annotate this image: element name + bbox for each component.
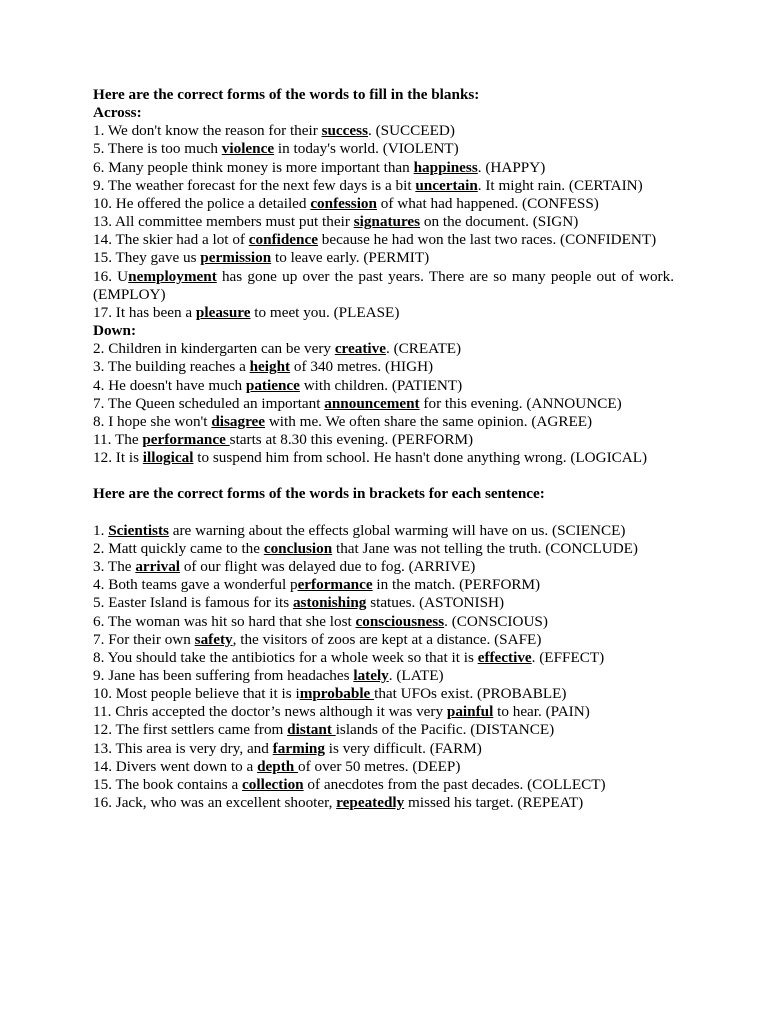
line-text: that Jane was not telling the truth. (CONCLUDE) (332, 539, 638, 557)
answer-word: signatures (353, 213, 421, 231)
line-text: 12. The first settlers came from (93, 721, 288, 739)
answer-word: uncertain (415, 176, 478, 194)
line-text: . (HAPPY) (477, 158, 546, 176)
line-text: for this evening. (ANNOUNCE) (419, 394, 622, 412)
line-text: in the match. (PERFORM) (372, 576, 541, 594)
line-text: 6. The woman was hit so hard that she lost (93, 612, 356, 630)
answer-word: erformance (297, 576, 373, 594)
answer-line (93, 413, 674, 431)
answer-line (93, 776, 674, 794)
line-text: 1. (93, 521, 109, 539)
line-text: 5. There is too much (93, 140, 222, 158)
answer-word: pleasure (195, 303, 251, 321)
answer-line (93, 268, 674, 304)
sentence-list (93, 522, 674, 813)
answer-word: announcement (324, 394, 420, 412)
answer-line (93, 358, 674, 376)
answer-line (93, 540, 674, 558)
line-text: 6. Many people think money is more important than (93, 158, 414, 176)
line-text: 14. Divers went down to a (93, 757, 258, 775)
answer-line (93, 377, 674, 395)
line-text: 5. Easter Island is famous for its (93, 594, 293, 612)
line-text: . (EFFECT) (531, 648, 605, 666)
answer-word: Scientists (108, 521, 169, 539)
line-text: . It might rain. (CERTAIN) (477, 176, 643, 194)
answer-line (93, 431, 674, 449)
answer-word: farming (272, 739, 325, 757)
line-text: in today's world. (VIOLENT) (274, 140, 459, 158)
line-text: of what had happened. (CONFESS) (376, 194, 599, 212)
line-text: 4. He doesn't have much (93, 376, 246, 394)
line-text: . (LATE) (388, 666, 444, 684)
answer-word: effective (477, 648, 532, 666)
answer-word: astonishing (292, 594, 367, 612)
line-text: 13. This area is very dry, and (93, 739, 273, 757)
answer-line (93, 304, 674, 322)
section1-title: Here are the correct forms of the words to fill in the blanks: (93, 86, 480, 103)
answer-word: mprobable (299, 685, 375, 703)
across-heading: Across: (93, 104, 142, 122)
line-text: 10. Most people believe that it is i (93, 685, 300, 703)
answer-line (93, 449, 674, 467)
answer-line (93, 703, 674, 721)
answer-line (93, 558, 674, 576)
answer-word: patience (245, 376, 300, 394)
answer-line (93, 613, 674, 631)
answer-line (93, 340, 674, 358)
line-text: . (SUCCEED) (367, 122, 455, 140)
line-text: has gone up over the past years. There are so many people out of work. (EMPLOY) (93, 267, 674, 303)
line-text: of over 50 metres. (DEEP) (298, 757, 461, 775)
answer-line (93, 685, 674, 703)
line-text: . (CONSCIOUS) (444, 612, 548, 630)
down-heading: Down: (93, 322, 137, 340)
line-text: 11. The (93, 430, 143, 448)
answer-word: consciousness (355, 612, 445, 630)
answer-word: performance (142, 430, 230, 448)
line-text: 3. The building reaches a (93, 358, 250, 376)
answer-line (93, 794, 674, 812)
answer-line (93, 667, 674, 685)
down-list (93, 340, 674, 467)
answer-line (93, 649, 674, 667)
answer-line (93, 631, 674, 649)
line-text: 15. The book contains a (93, 775, 243, 793)
line-text: 7. For their own (93, 630, 195, 648)
line-text: . (CREATE) (385, 340, 462, 358)
answer-line (93, 721, 674, 739)
section2-title: Here are the correct forms of the words in brackets for each sentence: (93, 485, 545, 503)
line-text: 7. The Queen scheduled an important (93, 394, 325, 412)
answer-line (93, 213, 674, 231)
answer-line (93, 140, 674, 158)
line-text: 2. Matt quickly came to the (93, 539, 264, 557)
answer-word: collection (242, 775, 304, 793)
line-text: is very difficult. (FARM) (324, 739, 482, 757)
answer-word: confidence (248, 231, 318, 249)
line-text: because he had won the last two races. (CONFIDENT) (317, 231, 657, 249)
line-text: of anecdotes from the past decades. (COLLECT) (303, 775, 606, 793)
answer-line (93, 177, 674, 195)
answer-word: illogical (142, 449, 194, 467)
answer-line (93, 758, 674, 776)
answer-line (93, 249, 674, 267)
answer-word: creative (334, 340, 386, 358)
answer-word: nemployment (128, 267, 217, 285)
spacer (93, 504, 674, 522)
line-text: 12. It is (93, 449, 143, 467)
line-text: are warning about the effects global warming will have on us. (SCIENCE) (168, 521, 626, 539)
answer-word: happiness (413, 158, 478, 176)
answer-line (93, 522, 674, 540)
line-text: to leave early. (PERMIT) (271, 249, 430, 267)
line-text: 14. The skier had a lot of (93, 231, 249, 249)
answer-line (93, 594, 674, 612)
line-text: 8. I hope she won't (93, 412, 212, 430)
line-text: 11. Chris accepted the doctor’s news although it was very (93, 703, 447, 721)
answer-line (93, 576, 674, 594)
answer-word: distant (287, 721, 336, 739)
line-text: to hear. (PAIN) (493, 703, 590, 721)
answer-line (93, 122, 674, 140)
line-text: statues. (ASTONISH) (366, 594, 505, 612)
line-text: on the document. (SIGN) (420, 213, 579, 231)
line-text: 13. All committee members must put their (93, 213, 354, 231)
line-text: with children. (PATIENT) (299, 376, 463, 394)
line-text: 9. The weather forecast for the next few days is a bit (93, 176, 416, 194)
answer-word: confession (310, 194, 377, 212)
answer-line (93, 740, 674, 758)
line-text: of 340 metres. (HIGH) (290, 358, 434, 376)
line-text: 8. You should take the antibiotics for a whole week so that it is (93, 648, 478, 666)
answer-word: disagree (211, 412, 266, 430)
answer-word: safety (194, 630, 233, 648)
across-list (93, 122, 674, 322)
answer-word: lately (353, 666, 389, 684)
line-text: that UFOs exist. (PROBABLE) (374, 685, 567, 703)
spacer (93, 467, 674, 485)
line-text: 16. Jack, who was an excellent shooter, (93, 794, 337, 812)
line-text: 4. Both teams gave a wonderful p (93, 576, 298, 594)
answer-line (93, 159, 674, 177)
line-text: missed his target. (REPEAT) (404, 794, 584, 812)
answer-word: repeatedly (336, 794, 405, 812)
line-text: 17. It has been a (93, 303, 196, 321)
line-text: , the visitors of zoos are kept at a distance. (SAFE) (232, 630, 542, 648)
line-text: 15. They gave us (93, 249, 201, 267)
line-text: to suspend him from school. He hasn't done anything wrong. (LOGICAL) (193, 449, 648, 467)
answer-line (93, 231, 674, 249)
line-text: 3. The (93, 558, 136, 576)
line-text: starts at 8.30 this evening. (PERFORM) (229, 430, 474, 448)
answer-word: arrival (135, 558, 181, 576)
answer-word: violence (221, 140, 275, 158)
line-text: 16. U (93, 267, 129, 285)
answer-word: success (321, 122, 368, 140)
answer-word: height (249, 358, 291, 376)
line-text: to meet you. (PLEASE) (250, 303, 400, 321)
line-text: 10. He offered the police a detailed (93, 194, 311, 212)
line-text: of our flight was delayed due to fog. (ARRIVE) (180, 558, 476, 576)
line-text: with me. We often share the same opinion. (AGREE) (265, 412, 593, 430)
answer-line (93, 395, 674, 413)
line-text: 1. We don't know the reason for their (93, 122, 322, 140)
line-text: 9. Jane has been suffering from headaches (93, 666, 354, 684)
line-text: 2. Children in kindergarten can be very (93, 340, 335, 358)
answer-line (93, 195, 674, 213)
answer-word: permission (200, 249, 272, 267)
answer-word: depth (257, 757, 299, 775)
answer-word: painful (446, 703, 494, 721)
answer-word: conclusion (263, 539, 333, 557)
line-text: islands of the Pacific. (DISTANCE) (335, 721, 555, 739)
document-page (93, 86, 674, 812)
